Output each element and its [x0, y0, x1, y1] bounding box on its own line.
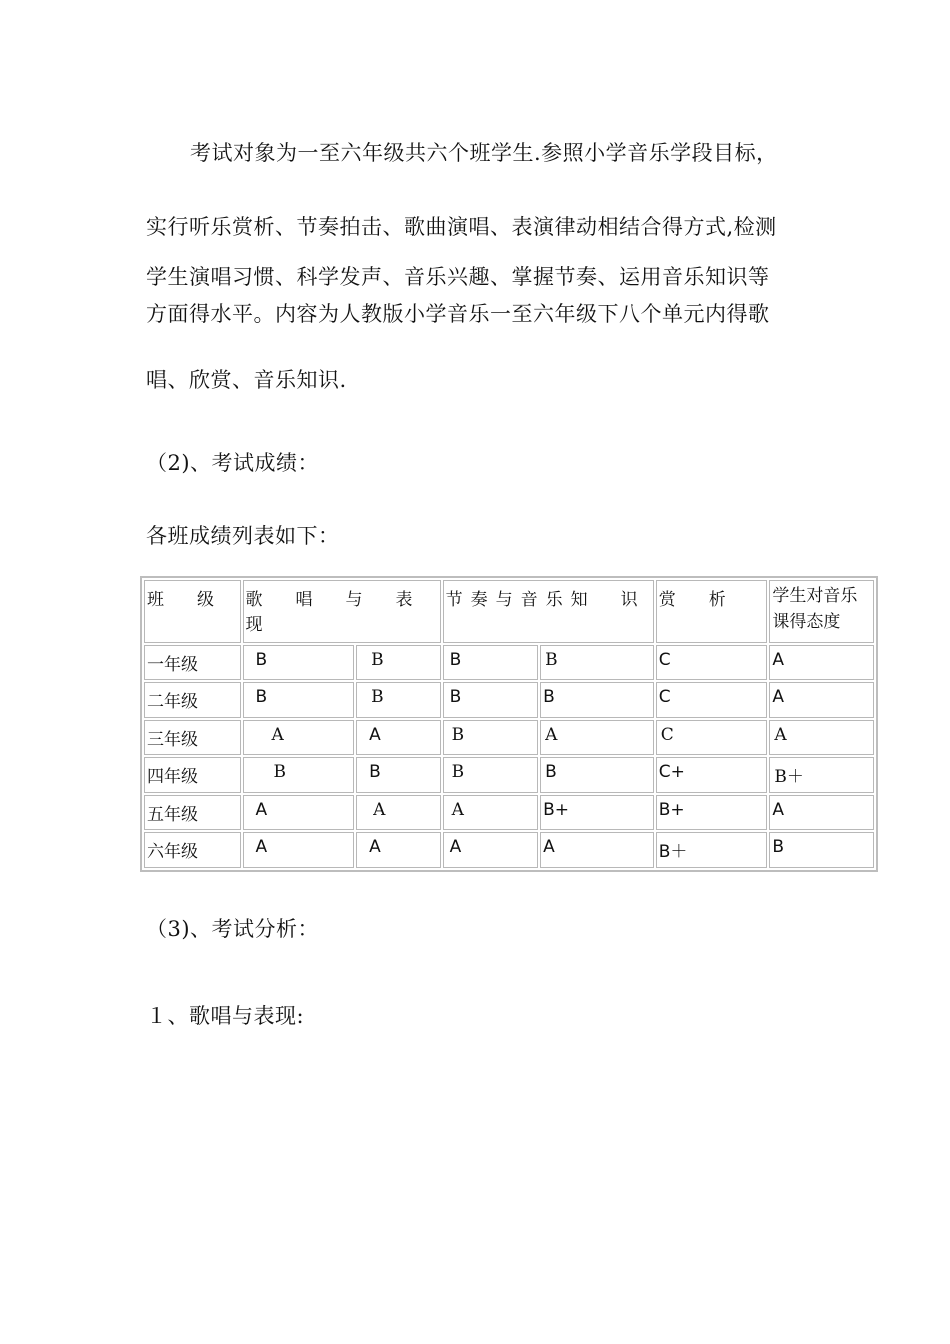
table-row	[144, 645, 874, 681]
grade-cell: A	[443, 832, 539, 868]
grade-cell: B	[540, 645, 654, 681]
grade-cell: C	[656, 645, 768, 681]
grade-cell: A	[243, 795, 355, 831]
header-attitude: 学生对音乐课得态度	[769, 580, 874, 643]
grade-cell: B＋	[769, 757, 874, 793]
grade-cell: A	[243, 832, 355, 868]
table-row	[144, 682, 874, 718]
row-class-name: 二年级	[144, 682, 241, 718]
table-row	[144, 720, 874, 756]
table-intro: 各班成绩列表如下：	[146, 524, 340, 548]
grade-cell: B	[243, 645, 355, 681]
header-rhythm: 节奏与音乐知 识	[443, 580, 654, 643]
grade-cell: A	[356, 795, 440, 831]
grade-cell: B	[356, 682, 440, 718]
grade-cell: B	[769, 832, 874, 868]
row-class-name: 五年级	[144, 795, 241, 831]
grade-cell: B	[443, 757, 539, 793]
grade-cell: B	[443, 645, 539, 681]
row-class-name: 三年级	[144, 720, 241, 756]
grade-cell: A	[443, 795, 539, 831]
header-singing: 歌 唱 与 表现	[243, 580, 441, 643]
grade-cell: A	[356, 832, 440, 868]
grade-cell: B+	[656, 795, 768, 831]
subsection-1-heading: １、歌唱与表现:	[146, 1004, 305, 1028]
grade-cell: A	[243, 720, 355, 756]
paragraph-line-1: 考试对象为一至六年级共六个班学生.参照小学音乐学段目标，	[190, 141, 778, 165]
paragraph-line-5: 唱、欣赏、音乐知识.	[146, 368, 347, 392]
grade-cell: B	[443, 682, 539, 718]
grade-cell: B	[356, 757, 440, 793]
header-appreciation: 赏 析	[656, 580, 768, 643]
grade-cell: A	[356, 720, 440, 756]
grade-cell: A	[769, 645, 874, 681]
grade-cell: B	[356, 645, 440, 681]
grade-cell: B	[540, 757, 654, 793]
table-row	[144, 757, 874, 793]
grade-cell: A	[540, 832, 654, 868]
grade-cell: A	[769, 720, 874, 756]
table-header-row	[144, 580, 874, 643]
paragraph-line-2: 实行听乐赏析、节奏拍击、歌曲演唱、表演律动相结合得方式,检测	[146, 215, 777, 239]
grade-cell: C+	[656, 757, 768, 793]
grade-cell: B	[243, 682, 355, 718]
row-class-name: 一年级	[144, 645, 241, 681]
grade-cell: B	[540, 682, 654, 718]
grade-cell: B	[243, 757, 355, 793]
grade-cell: C	[656, 682, 768, 718]
section-2-heading: （2)、考试成绩：	[146, 451, 320, 475]
grade-cell: B＋	[656, 832, 768, 868]
row-class-name: 六年级	[144, 832, 241, 868]
table-row	[144, 795, 874, 831]
grade-cell: C	[656, 720, 768, 756]
table-row	[144, 832, 874, 868]
header-class: 班 级	[144, 580, 241, 643]
row-class-name: 四年级	[144, 757, 241, 793]
grade-cell: B+	[540, 795, 654, 831]
section-3-heading: （3)、考试分析：	[146, 917, 320, 941]
grade-cell: A	[769, 795, 874, 831]
grades-table	[140, 576, 878, 872]
paragraph-line-4: 方面得水平。内容为人教版小学音乐一至六年级下八个单元内得歌	[146, 302, 770, 326]
grade-cell: A	[769, 682, 874, 718]
grade-cell: A	[540, 720, 654, 756]
paragraph-line-3: 学生演唱习惯、科学发声、音乐兴趣、掌握节奏、运用音乐知识等	[146, 265, 770, 289]
grade-cell: B	[443, 720, 539, 756]
